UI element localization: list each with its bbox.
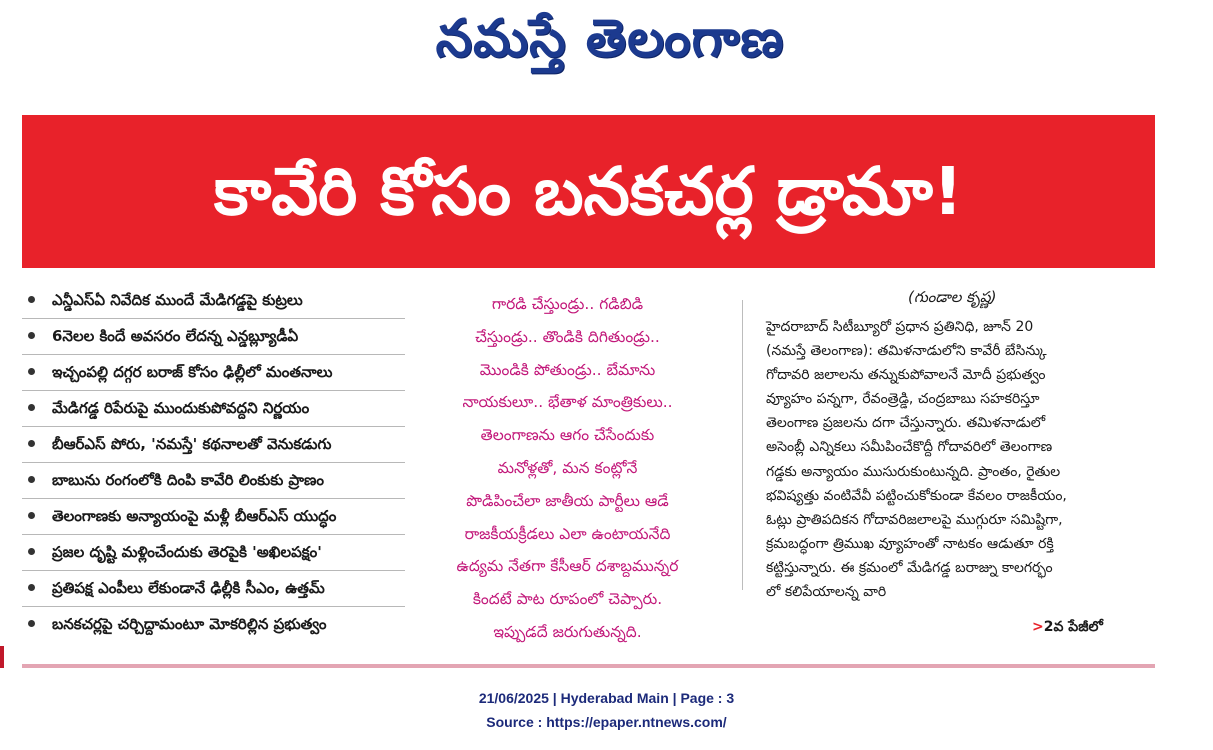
list-item-text: బీఆర్ఎస్ పోరు, 'నమస్తే' కథనాలతో వెనుకడుగు xyxy=(52,435,332,453)
bullet-icon xyxy=(28,476,35,483)
pull-quote-line: రాజకీయక్రీడలు ఎలా ఉంటాయనేది xyxy=(464,524,671,543)
page-edge-marker xyxy=(0,646,4,668)
story-line: (నమస్తే తెలంగాణ): తమిళనాడులోని కావేరీ బేసిన్కు xyxy=(766,343,1047,360)
story-line: కట్టిస్తున్నారు. ఈ క్రమంలో మేడిగడ్డ బరాజ్ను కాలగర్భం xyxy=(766,559,1053,576)
column-divider xyxy=(742,300,743,590)
list-item-text: బనకచర్లపై చర్చిద్దామంటూ మోకరిల్లిన ప్రభుత్వం xyxy=(52,615,327,633)
list-item-text: ఎన్డీఎస్ఏ నివేదిక ముందే మేడిగడ్డపై కుట్రలు xyxy=(52,291,303,309)
bullet-icon xyxy=(28,332,35,339)
story-line: క్రమబద్ధంగా త్రిముఖ వ్యూహంతో నాటకం ఆడుతూ రక్తి xyxy=(766,535,1054,552)
story-line: గోదావరి జలాలను తన్నుకుపోవాలనే మోదీ ప్రభుత్వం xyxy=(766,367,1046,384)
list-item-text: ప్రతిపక్ష ఎంపీలు లేకుండానే ఢిల్లీకి సీఎం, ఉత్తమ్ xyxy=(52,579,325,597)
pull-quote-line: ఇప్పుడదే జరుగుతున్నది. xyxy=(493,622,642,641)
bullet-icon xyxy=(28,512,35,519)
list-item-text: మేడిగడ్డ రిపేరుపై ముందుకుపోవద్దని నిర్ణయం xyxy=(52,399,310,417)
list-item xyxy=(22,571,405,607)
footer xyxy=(0,686,1213,734)
pull-quote-line: కిందటే పాట రూపంలో చెప్పారు. xyxy=(472,590,663,609)
pull-quote-line: మొండికి పోతుండ్రు.. బేమాను xyxy=(479,360,656,379)
bullet-icon xyxy=(28,368,35,375)
list-item xyxy=(22,283,405,319)
list-item xyxy=(22,427,405,463)
list-item-text: 6నెలల కిందే అవసరం లేదన్న ఎన్డబ్ల్యూడీఏ xyxy=(52,327,299,345)
source-link[interactable]: Source : https://epaper.ntnews.com/ xyxy=(486,714,727,730)
story-line: తెలంగాణ ప్రజలను దగా చేస్తున్నారు. తమిళనాడులో xyxy=(766,415,1046,432)
bullet-icon xyxy=(28,548,35,555)
story-line: లో కలిపేయాలన్న వారి xyxy=(766,584,887,601)
edition-info: 21/06/2025 | Hyderabad Main | Page : 3 xyxy=(478,690,735,706)
list-item xyxy=(22,319,405,355)
list-item-text: తెలంగాణకు అన్యాయంపై మళ్లీ బీఆర్ఎస్ యుద్ధం xyxy=(52,507,337,525)
story-line: ఓట్లు ప్రాతిపదికన గోదావరిజలాలపై ముగ్గురూ సమిష్టిగా, xyxy=(766,511,1063,528)
continued-label: 2వ పేజీలో xyxy=(1043,619,1103,635)
list-item xyxy=(22,607,405,643)
list-item xyxy=(22,499,405,535)
pull-quote-line: మనోళ్లతో, మన కంట్లోనే xyxy=(497,458,638,477)
pull-quote-line: ఉద్యమ నేతగా కేసీఆర్ దశాబ్దమున్నర xyxy=(456,557,679,576)
story-line: భవిష్యత్తు వంటివేవీ పట్టించుకోకుండా కేవలం రాజకీయం, xyxy=(766,487,1067,504)
story-line: గడ్డకు అన్యాయం ముసురుకుంటున్నది. ప్రాంతం, రైతుల xyxy=(766,463,1061,480)
pull-quote xyxy=(415,288,720,649)
bottom-rule xyxy=(22,664,1155,668)
story-line: హైదరాబాద్ సిటీబ్యూరో ప్రధాన ప్రతినిధి, జూన్ 20 xyxy=(766,319,1034,335)
masthead-logo: నమస్తే తెలంగాణ xyxy=(435,9,785,69)
list-item xyxy=(22,355,405,391)
story-body xyxy=(766,315,1156,604)
list-item xyxy=(22,463,405,499)
pull-quote-line: గారడి చేస్తుండ్రు.. గడిబిడి xyxy=(491,295,644,313)
bullet-icon xyxy=(28,404,35,411)
bullet-icon xyxy=(28,584,35,591)
pull-quote-line: తెలంగాణను ఆగం చేసేందుకు xyxy=(480,426,655,445)
headline: కావేరి కోసం బనకచర్ల డ్రామా! xyxy=(214,153,963,230)
story-line: వ్యూహం పన్నగా, రేవంత్రెడ్డి, చంద్రబాబు సహకరిస్తూ xyxy=(766,391,1040,408)
bullet-list xyxy=(22,283,405,643)
list-item-text: ఇచ్చంపల్లి దగ్గర బరాజ్ కోసం ఢిల్లీలో మంతనాలు xyxy=(52,363,333,381)
list-item xyxy=(22,535,405,571)
pull-quote-line: పొడిపించేలా జాతీయ పార్టీలు ఆడే xyxy=(466,491,669,510)
byline: (గుండాల కృష్ణ) xyxy=(908,288,997,306)
headline-banner xyxy=(22,115,1155,268)
bullet-icon xyxy=(28,440,35,447)
list-item xyxy=(22,391,405,427)
bullet-icon xyxy=(28,620,35,627)
arrow-icon: > xyxy=(1032,619,1044,635)
pull-quote-line: నాయకులూ.. భేతాళ మాంత్రికులు.. xyxy=(462,393,673,412)
list-item-text: ప్రజల దృష్టి మళ్లించేందుకు తెరపైకి 'అఖిలపక్షం' xyxy=(52,543,322,561)
continued-link[interactable] xyxy=(1032,619,1103,638)
pull-quote-line: చేస్తుండ్రు.. తొండికి దిగితుండ్రు.. xyxy=(475,327,660,346)
bullet-icon xyxy=(28,296,35,303)
story-line: అసెంబ్లీ ఎన్నికలు సమీపించేకొద్దీ గోదావరిలో తెలంగాణ xyxy=(766,439,1053,456)
list-item-text: బాబును రంగంలోకి దింపి కావేరి లింకుకు ప్రాణం xyxy=(52,471,324,489)
